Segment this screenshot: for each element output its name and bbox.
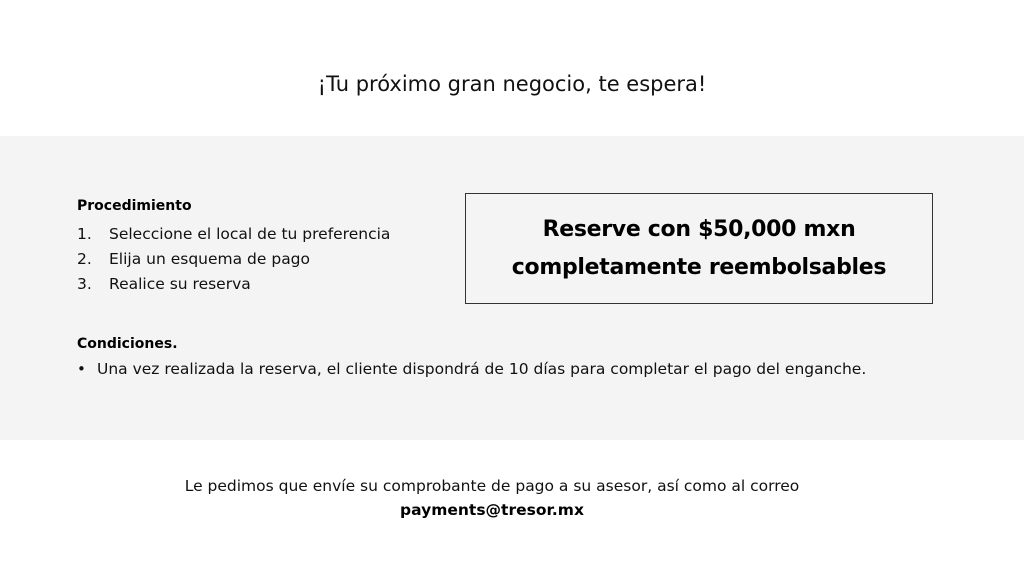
condition-item xyxy=(77,358,866,380)
procedure-title: Procedimiento xyxy=(77,198,192,214)
procedure-step xyxy=(77,246,390,271)
step-number: 1. xyxy=(77,224,92,243)
step-text: Seleccione el local de tu preferencia xyxy=(109,224,391,243)
reserve-callout-box xyxy=(465,193,933,304)
procedure-list xyxy=(77,221,390,296)
reserve-line-1: Reserve con $50,000 mxn xyxy=(542,216,856,242)
step-text: Elija un esquema de pago xyxy=(109,249,311,268)
headline: ¡Tu próximo gran negocio, te espera! xyxy=(317,72,707,96)
step-number: 2. xyxy=(77,249,92,268)
bullet-icon: • xyxy=(77,360,86,378)
step-number: 3. xyxy=(77,274,92,293)
reserve-line-2: completamente reembolsables xyxy=(511,254,887,280)
conditions-list xyxy=(77,358,866,380)
condition-text: Una vez realizada la reserva, el cliente dispondrá de 10 días para completar el pago del enganche. xyxy=(97,360,867,378)
footer-email: payments@tresor.mx xyxy=(400,501,584,519)
step-text: Realice su reserva xyxy=(109,274,251,293)
footer-message: Le pedimos que envíe su comprobante de pago a su asesor, así como al correo xyxy=(184,477,800,495)
procedure-step xyxy=(77,221,390,246)
procedure-step xyxy=(77,271,390,296)
conditions-title: Condiciones. xyxy=(77,336,178,352)
